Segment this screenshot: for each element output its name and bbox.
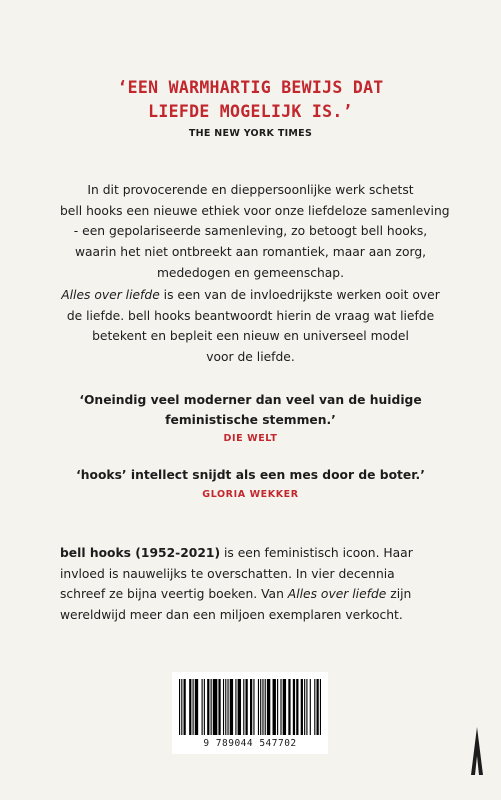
intro-line: waarin het niet ontbreekt aan romantiek, maar aan zorg, [74, 245, 427, 260]
barcode-bar [265, 679, 266, 735]
review-quote [40, 465, 461, 485]
barcode-bar [193, 679, 194, 735]
intro-paragraph [60, 180, 450, 284]
barcode-bar [310, 679, 311, 735]
publisher-logo-icon [470, 726, 484, 776]
barcode-bar [288, 679, 290, 735]
barcode-bar [179, 679, 180, 735]
intro-line: mededogen en gemeenschap. [156, 265, 345, 280]
isbn-number: 9 789044 547702 [203, 738, 297, 749]
barcode-bar [280, 679, 281, 735]
barcode-bar [253, 679, 254, 735]
barcode-bar [213, 679, 218, 735]
barcode [172, 672, 328, 754]
featured-quote-source: THE NEW YORK TIMES [188, 128, 313, 139]
barcode-bar [225, 679, 226, 735]
featured-quote-line: LIEFDE MOGELIJK IS.’ [148, 102, 353, 121]
barcode-bar [211, 679, 212, 735]
barcode-bar [296, 679, 298, 735]
bio-text: zijn [386, 587, 412, 602]
barcode-bar [195, 679, 198, 735]
barcode-bar [283, 679, 286, 735]
barcode-bar [189, 679, 191, 735]
barcode-bar [258, 679, 259, 735]
barcode-bar [207, 679, 209, 735]
description-line: voor de liefde. [206, 350, 295, 365]
barcode-bar [218, 679, 220, 735]
featured-quote [0, 76, 501, 124]
bio-line [60, 543, 461, 564]
barcode-bar [306, 679, 307, 735]
book-title: Alles over liefde [287, 587, 387, 602]
barcode-bar [304, 679, 305, 735]
bio-line [60, 584, 461, 605]
review-line: feministische stemmen.’ [165, 413, 336, 427]
barcode-bar [230, 679, 233, 735]
featured-quote-line: ‘EEN WARMHARTIG BEWIJS DAT [117, 78, 384, 97]
barcode-bar [243, 679, 244, 735]
barcode-bar [293, 679, 295, 735]
barcode-bar [260, 679, 261, 735]
barcode-bar [316, 679, 318, 735]
intro-line: bell hooks een nieuwe ethiek voor onze liefdeloze samenleving [60, 203, 450, 218]
author-bio [60, 543, 461, 626]
bio-line: invloed is nauwelijks te overschatten. In vier decennia [60, 566, 395, 581]
barcode-bar [262, 679, 263, 735]
barcode-bar [223, 679, 224, 735]
bio-text: is een feministisch icoon. Haar [220, 546, 413, 560]
review-line: ‘hooks’ intellect snijdt als een mes door de boter.’ [76, 468, 425, 482]
barcode-bars [179, 679, 321, 735]
barcode-bar [277, 679, 278, 735]
barcode-bar [238, 679, 241, 735]
barcode-bar [273, 679, 276, 735]
description-line: de liefde. bell hooks beantwoordt hierin de vraag wat liefde [66, 308, 435, 323]
book-title: Alles over liefde [61, 288, 160, 302]
description-line-text: is een van de invloedrijkste werken ooit over [159, 288, 440, 302]
barcode-bar [235, 679, 236, 735]
review-source: DIE WELT [223, 433, 278, 444]
barcode-bar [267, 679, 270, 735]
barcode-bar [184, 679, 186, 735]
barcode-bar [250, 679, 252, 735]
bio-text: schreef ze bijna veertig boeken. Van [60, 587, 288, 602]
barcode-bar [245, 679, 247, 735]
barcode-bar [181, 679, 182, 735]
description-line: betekent en bepleit een nieuw en universeel model [92, 329, 409, 344]
review-quote [40, 390, 461, 430]
barcode-bar [314, 679, 315, 735]
barcode-bar [204, 679, 205, 735]
barcode-bar [202, 679, 203, 735]
review-line: ‘Oneindig veel moderner dan veel van de huidige [79, 393, 422, 407]
barcode-bar [227, 679, 228, 735]
intro-line: - een gepolariseerde samenleving, zo betoogt bell hooks, [73, 224, 428, 239]
barcode-bar [301, 679, 303, 735]
review-source: GLORIA WEKKER [202, 489, 299, 500]
description-line [60, 285, 441, 306]
barcode-bar [320, 679, 321, 735]
bio-line: wereldwijd meer dan een miljoen exemplaren verkocht. [60, 608, 403, 623]
author-name: bell hooks (1952-2021) [60, 546, 221, 560]
description-paragraph [60, 285, 441, 368]
intro-line: In dit provocerende en dieppersoonlijke werk schetst [87, 183, 414, 197]
